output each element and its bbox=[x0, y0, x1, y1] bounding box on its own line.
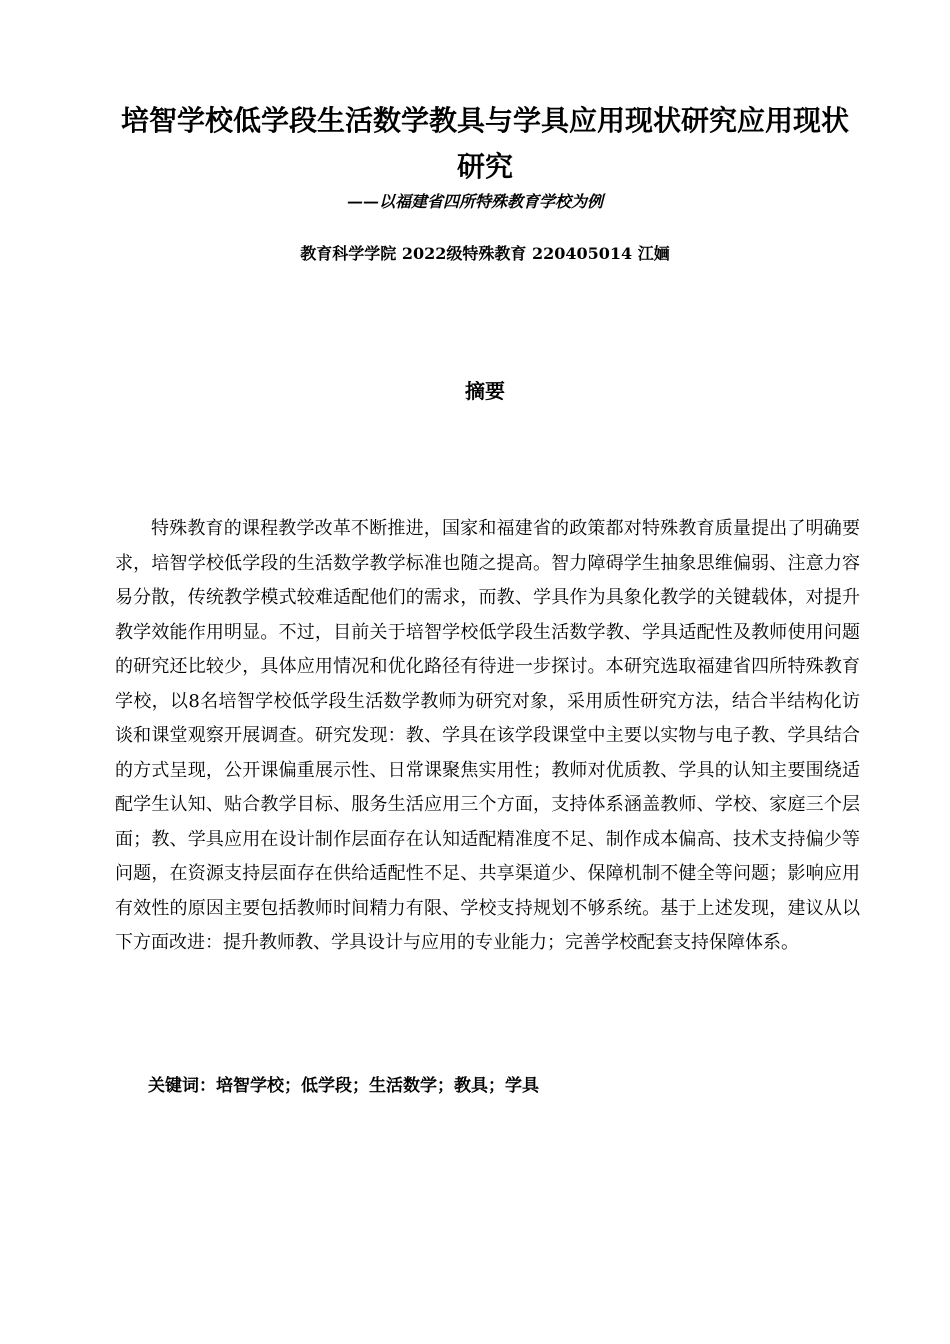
document-title: 培智学校低学段生活数学教具与学具应用现状研究应用现状研究 bbox=[120, 104, 849, 183]
document-subtitle: ——以福建省四所特殊教育学校为例 bbox=[346, 192, 603, 211]
keywords-line: 关键词：培智学校；低学段；生活数学；教具；学具 bbox=[148, 1076, 539, 1096]
abstract-body: 特殊教育的课程教学改革不断推进，国家和福建省的政策都对特殊教育质量提出了明确要求，培智学校低学段的生活数学教学标准也随之提高。智力障碍学生抽象思维偏弱、注意力容易分散，传统教学模式较难适配他们的需求，而教、学具作为具象化教学的关键载体，对提升教学效能作用明显。不过，目前关于培智学校低学段生活数学教、学具适配性及教师使用问题的研究还比较少，具体应用情况和优化路径有待进一步探讨。本研究选取福建省四所特殊教育学校，以8名培智学校低学段生活数学教师为研究对象，采用质性研究方法，结合半结构化访谈和课堂观察开展调查。研究发现：教、学具在该学段课堂中主要以实物与电子教、学具结合的方式呈现，公开课偏重展示性、日常课聚焦实用性；教师对优质教、学具的认知主要围绕适配学生认知、贴合教学目标、服务生活应用三个方面，支持体系涵盖教师、学校、家庭三个层面；教、学具应用在设计制作层面存在认知适配精准度不足、制作成本偏高、技术支持偏少等问题，在资源支持层面存在供给适配性不足、共享渠道少、保障机制不健全等问题；影响应用有效性的原因主要包括教师时间精力有限、学校支持规划不够系统。基于上述发现，建议从以下方面改进：提升教师教、学具设计与应用的专业能力；完善学校配套支持保障体系。 bbox=[115, 518, 860, 953]
author-line: 教育科学学院 2022级特殊教育 220405014 江婳 bbox=[300, 244, 670, 263]
abstract-heading: 摘要 bbox=[465, 379, 505, 403]
